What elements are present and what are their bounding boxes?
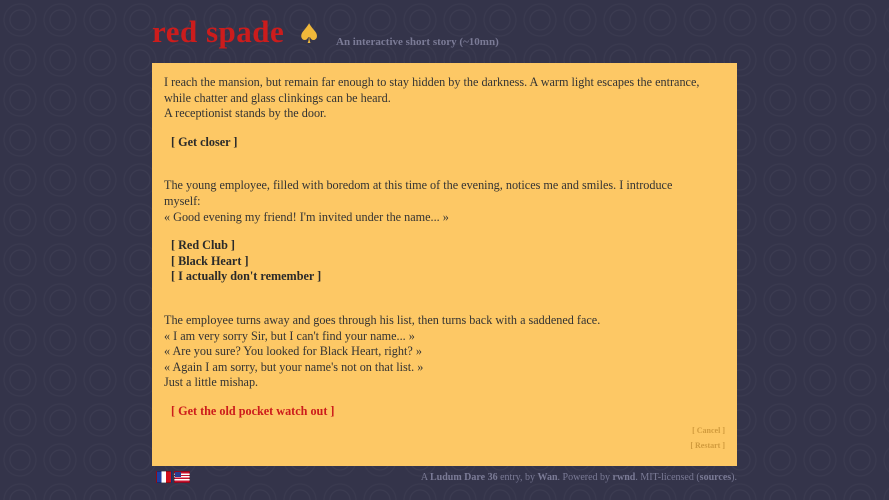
- story-line: while chatter and glass clinkings can be heard.: [164, 90, 391, 105]
- story-line: « Are you sure? You looked for Black Heart, right? »: [164, 344, 422, 359]
- story-line: « Again I am sorry, but your name's not on that list. »: [164, 359, 424, 374]
- story-line: A receptionist stands by the door.: [164, 106, 327, 121]
- choice-list: [164, 238, 725, 285]
- choice-list: [164, 404, 725, 420]
- sources-link[interactable]: sources: [699, 472, 732, 483]
- choice-pocket-watch[interactable]: [ Get the old pocket watch out ]: [171, 403, 335, 418]
- story-panel: [152, 63, 737, 466]
- story-paragraph: [164, 313, 725, 391]
- game-subtitle: An interactive short story (~10mn): [336, 36, 499, 48]
- story-line: The young employee, filled with boredom at this time of the evening, notices me and smiles. I introduce: [164, 178, 673, 193]
- choice-get-closer[interactable]: [ Get closer ]: [171, 134, 238, 149]
- story-line: Just a little mishap.: [164, 375, 259, 390]
- restart-link[interactable]: [ Restart ]: [690, 441, 725, 450]
- language-switcher: [156, 471, 190, 483]
- story-line: I reach the mansion, but remain far enough to stay hidden by the darkness. A warm light escapes the entrance,: [164, 75, 700, 89]
- choice-black-heart[interactable]: [ Black Heart ]: [171, 253, 249, 268]
- choice-list: [164, 135, 725, 151]
- french-flag-icon[interactable]: [156, 471, 172, 483]
- us-flag-icon[interactable]: [174, 471, 190, 483]
- footer-credits: A Ludum Dare 36 entry, by Wan. Powered by rwnd. MIT-licensed (sources).: [420, 472, 737, 483]
- story-line: « I am very sorry Sir, but I can't find your name... »: [164, 328, 415, 343]
- ludum-dare-link[interactable]: Ludum Dare 36: [430, 472, 498, 483]
- story-line: myself:: [164, 193, 201, 208]
- choice-red-club[interactable]: [ Red Club ]: [171, 238, 235, 253]
- cancel-link[interactable]: [ Cancel ]: [692, 426, 725, 435]
- author-link[interactable]: Wan: [537, 472, 558, 483]
- choice-dont-remember[interactable]: [ I actually don't remember ]: [171, 269, 322, 284]
- story-line: The employee turns away and goes through his list, then turns back with a saddened face.: [164, 312, 601, 327]
- story-paragraph: [164, 75, 725, 122]
- story-paragraph: [164, 178, 725, 225]
- story-line: « Good evening my friend! I'm invited under the name... »: [164, 209, 449, 224]
- game-title: red spade: [152, 14, 285, 49]
- engine-link[interactable]: rwnd: [612, 472, 636, 483]
- spade-icon: ♠: [297, 19, 322, 50]
